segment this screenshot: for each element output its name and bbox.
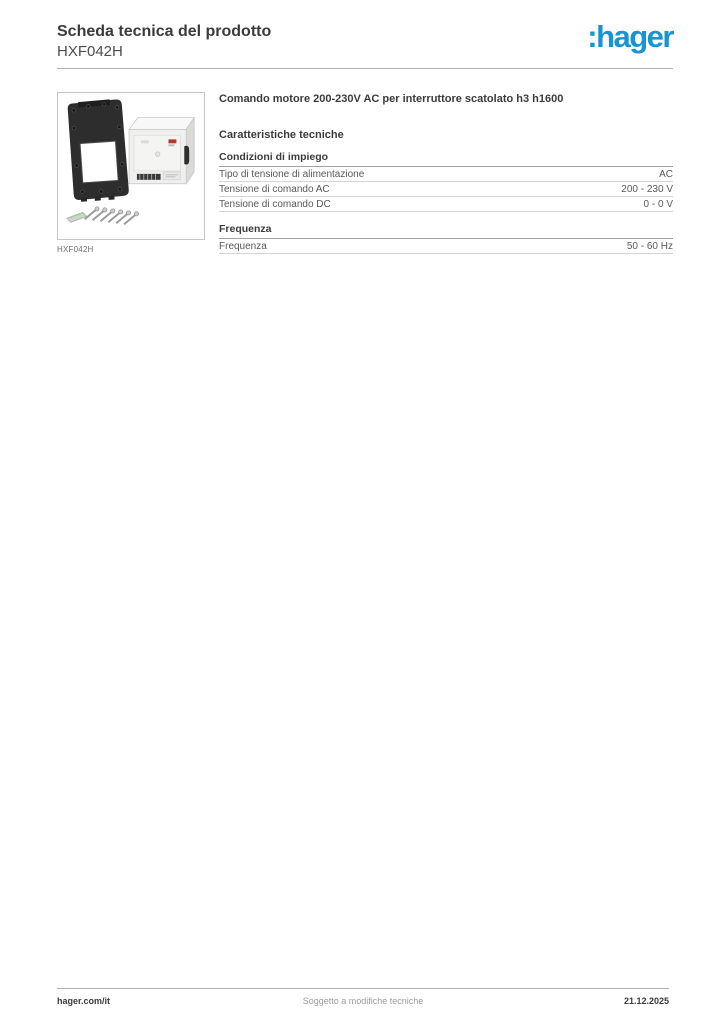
spec-label: Frequenza — [219, 240, 267, 252]
spec-sections — [219, 151, 673, 254]
product-code: HXF042H — [57, 43, 123, 60]
spec-section — [219, 223, 673, 254]
spec-label: Tensione di comando DC — [219, 198, 331, 210]
product-image — [57, 92, 205, 240]
page-title: Scheda tecnica del prodotto — [57, 23, 272, 40]
spec-row — [219, 197, 673, 212]
specs-heading: Caratteristiche tecniche — [219, 129, 344, 141]
spec-row — [219, 239, 673, 254]
header-divider — [57, 68, 673, 69]
spec-value: 0 - 0 V — [643, 198, 673, 210]
spec-label: Tensione di comando AC — [219, 183, 330, 195]
footer-website-link[interactable]: hager.com/it — [57, 996, 111, 1006]
spec-label: Tipo di tensione di alimentazione — [219, 168, 365, 180]
spec-value: 50 - 60 Hz — [626, 240, 673, 252]
spec-value: 200 - 230 V — [621, 183, 673, 195]
page-footer — [57, 988, 669, 1006]
product-description: Comando motore 200-230V AC per interruttore scatolato h3 h1600 — [219, 93, 564, 105]
footer-row — [57, 996, 669, 1006]
page-header — [57, 19, 673, 61]
spec-row — [219, 182, 673, 197]
footer-date: 21.12.2025 — [623, 996, 669, 1006]
hager-logo: :hager — [587, 19, 673, 54]
footer-note: Soggetto a modifiche tecniche — [302, 996, 424, 1006]
spec-value: AC — [659, 168, 673, 180]
product-image-caption: HXF042H — [57, 245, 94, 254]
spec-section-title: Frequenza — [219, 223, 673, 239]
spec-section-title: Condizioni di impiego — [219, 151, 673, 167]
spec-section — [219, 151, 673, 212]
product-illustration — [58, 93, 204, 239]
spec-row — [219, 167, 673, 182]
